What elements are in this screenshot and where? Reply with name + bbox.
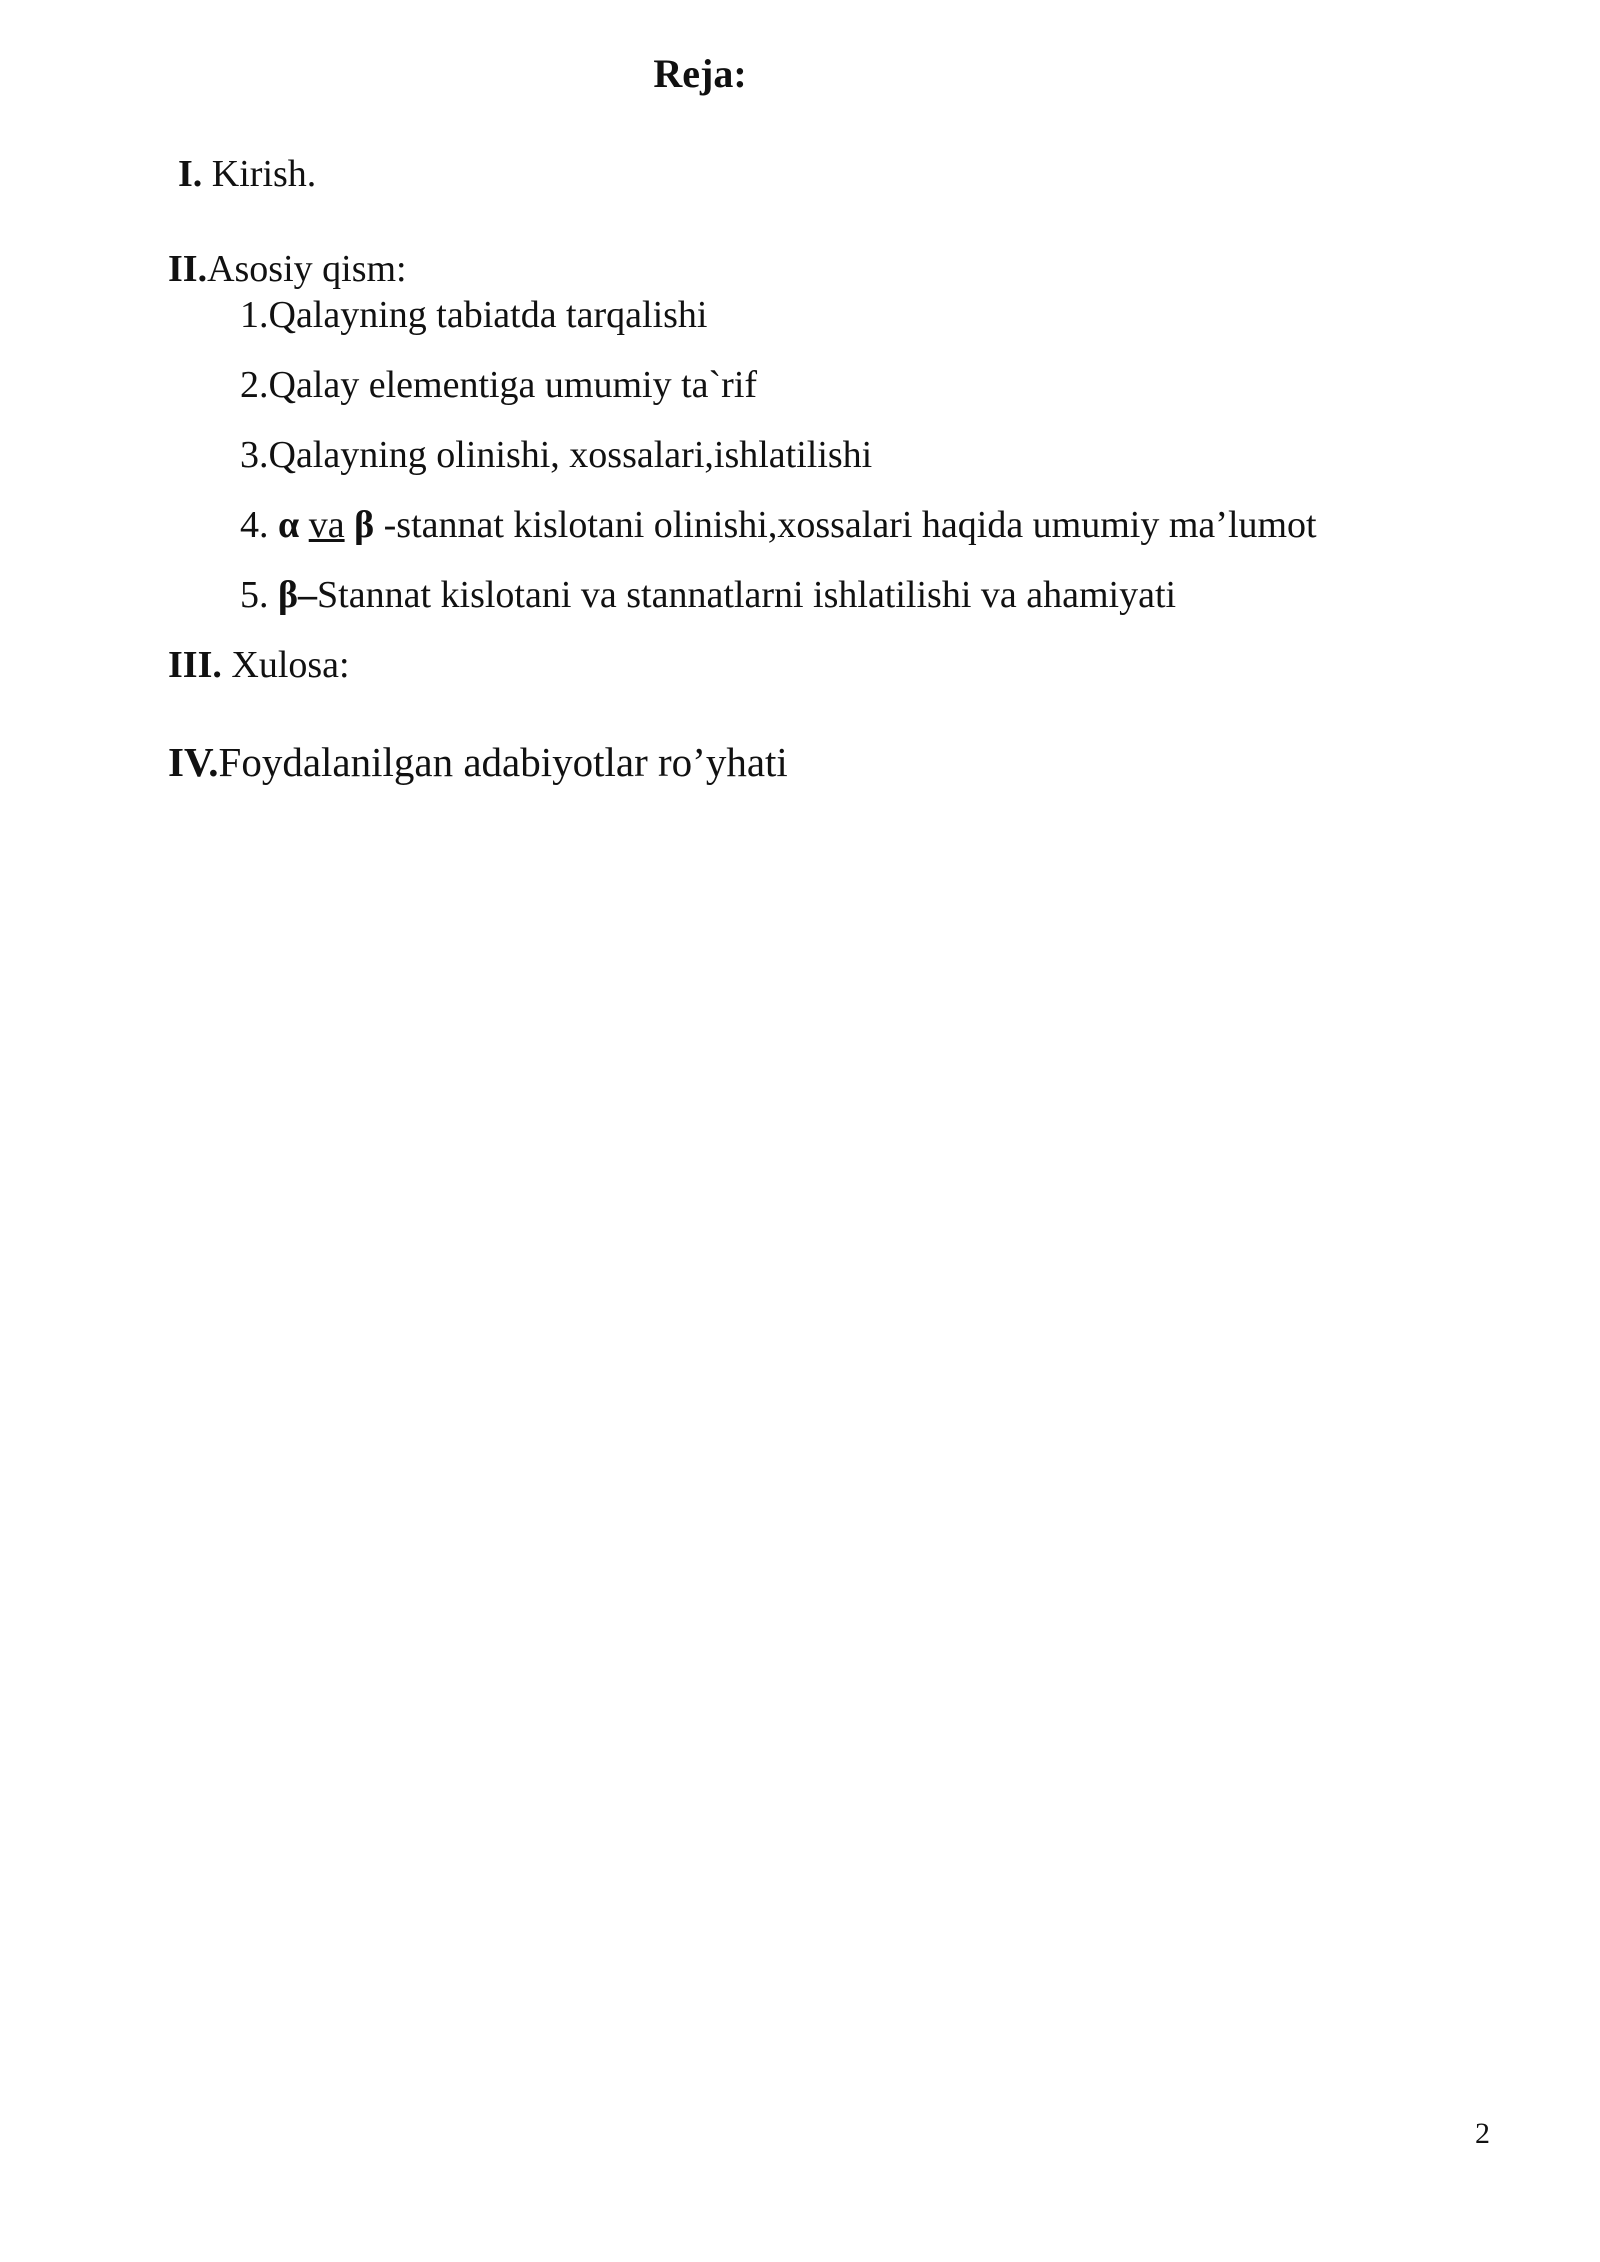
page-number: 2 bbox=[1475, 2117, 1490, 2150]
subitem-text: -stannat kislotani olinishi,xossalari haqida umumiy ma’lumot bbox=[374, 504, 1317, 546]
plan-item-adabiyotlar bbox=[168, 739, 788, 785]
subitem-1: 1.Qalayning tabiatda tarqalishi bbox=[240, 294, 708, 336]
subitem-4 bbox=[240, 506, 1317, 544]
subitem-number: 4. bbox=[240, 504, 278, 546]
beta-symbol: β bbox=[354, 504, 375, 546]
roman-numeral: II. bbox=[168, 248, 208, 290]
plan-item-asosiy-qism bbox=[168, 250, 407, 288]
plan-item-text: Foydalanilgan adabiyotlar ro’yhati bbox=[218, 739, 788, 785]
plan-item-text: Kirish. bbox=[202, 153, 317, 195]
plan-item-text: Xulosa: bbox=[221, 644, 350, 686]
subitem-number: 5. bbox=[240, 574, 278, 616]
roman-numeral: I. bbox=[178, 153, 203, 195]
subitem-3: 3.Qalayning olinishi, xossalari,ishlatilishi bbox=[240, 434, 873, 476]
roman-numeral: IV. bbox=[168, 739, 219, 785]
plan-item-text: Asosiy qism: bbox=[207, 248, 407, 290]
roman-numeral: III. bbox=[168, 644, 222, 686]
beta-symbol: β– bbox=[278, 574, 318, 616]
conjunction-va: va bbox=[308, 504, 345, 546]
page-title: Reja: bbox=[653, 51, 747, 96]
plan-item-kirish bbox=[178, 155, 316, 193]
subitem-5 bbox=[240, 576, 1176, 614]
subitem-2: 2.Qalay elementiga umumiy ta`rif bbox=[240, 364, 758, 406]
alpha-symbol: α bbox=[278, 504, 300, 546]
plan-item-xulosa bbox=[168, 646, 350, 684]
subitem-text: Stannat kislotani va stannatlarni ishlatilishi va ahamiyati bbox=[317, 574, 1177, 616]
